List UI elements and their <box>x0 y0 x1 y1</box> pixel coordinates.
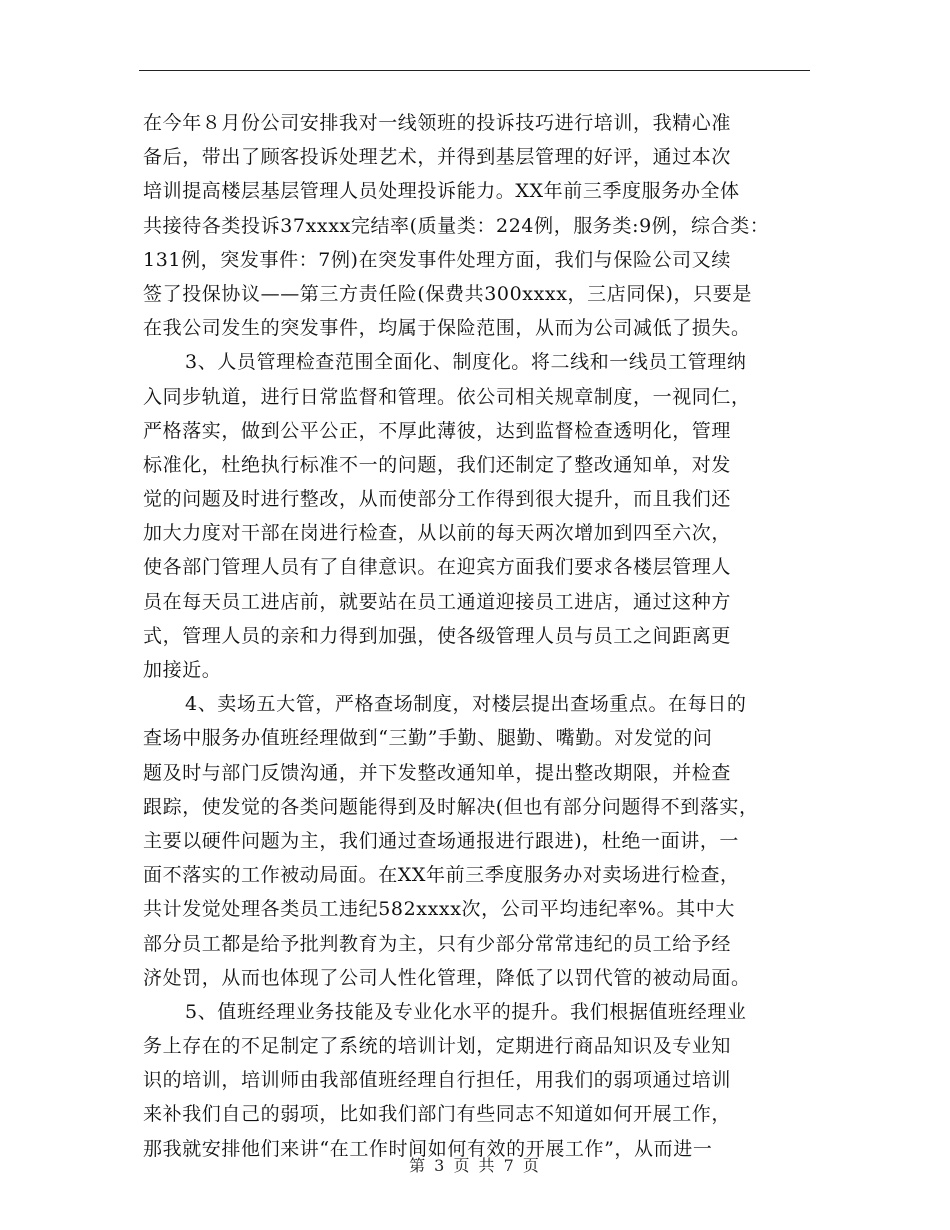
text-line: 来补我们自己的弱项，比如我们部门有些同志不知道如何开展工作， <box>143 1103 732 1126</box>
text-line: 济处罚，从而也体现了公司人性化管理，降低了以罚代管的被动局面。 <box>143 966 751 989</box>
text-line: 查场中服务办值班经理做到“三勤”手勤、腿勤、嘴勤。对发觉的问 <box>143 727 713 750</box>
text-line: 主要以硬件问题为主，我们通过查场通报进行跟进)，杜绝一面讲，一 <box>143 829 740 852</box>
text-line: 部分员工都是给予批判教育为主，只有少部分常常违纪的员工给予经 <box>143 932 732 955</box>
text-line: 务上存在的不足制定了系统的培训计划，定期进行商品知识及专业知 <box>143 1035 732 1058</box>
text-line: 在今年８月份公司安排我对一线领班的投诉技巧进行培训，我精心准 <box>143 112 732 134</box>
text-line: 员在每天员工进店前，就要站在员工通道迎接员工进店，通过这种方 <box>143 590 732 613</box>
text-line: 跟踪，使发觉的各类问题能得到及时解决(但也有部分问题得不到落实， <box>143 795 759 818</box>
paragraph-first-line: 3、人员管理检查范围全面化、制度化。将二线和一线员工管理纳 <box>185 351 747 374</box>
text-line: 131例，突发事件：7例)在突发事件处理方面，我们与保险公司又续 <box>143 248 731 271</box>
paragraph-first-line: 4、卖场五大管，严格查场制度，对楼层提出查场重点。在每日的 <box>185 693 747 716</box>
text-line: 式，管理人员的亲和力得到加强，使各级管理人员与员工之间距离更 <box>143 624 732 647</box>
text-line: 标准化，杜绝执行标准不一的问题，我们还制定了整改通知单，对发 <box>143 453 732 476</box>
text-line: 那我就安排他们来讲“在工作时间如何有效的开展工作”，从而进一 <box>143 1137 713 1160</box>
text-line: 加大力度对干部在岗进行检查，从以前的每天两次增加到四至六次， <box>143 522 732 545</box>
page-number-footer: 第 3 页 共 7 页 <box>409 1156 541 1175</box>
document-body <box>143 106 813 1166</box>
text-line: 严格落实，做到公平公正，不厚此薄彼，达到监督检查透明化，管理 <box>143 419 732 442</box>
text-line: 加接近。 <box>143 659 222 681</box>
text-line: 在我公司发生的突发事件，均属于保险范围，从而为公司减低了损失。 <box>143 317 751 340</box>
text-line: 觉的问题及时进行整改，从而使部分工作得到很大提升，而且我们还 <box>143 488 732 511</box>
text-line: 使各部门管理人员有了自律意识。在迎宾方面我们要求各楼层管理人 <box>143 556 732 579</box>
text-line: 共接待各类投诉37xxxx完结率(质量类：224例，服务类:9例，综合类： <box>143 214 770 237</box>
text-line: 共计发觉处理各类员工违纪582xxxx次，公司平均违纪率%。其中大 <box>143 898 735 921</box>
text-line: 签了投保协议——第三方责任险(保费共300xxxx，三店同保)，只要是 <box>143 282 752 305</box>
text-line: 入同步轨道，进行日常监督和管理。依公司相关规章制度，一视同仁， <box>143 385 751 408</box>
text-line: 面不落实的工作被动局面。在XX年前三季度服务办对卖场进行检查， <box>143 864 740 887</box>
text-line: 培训提高楼层基层管理人员处理投诉能力。XX年前三季度服务办全体 <box>143 180 740 203</box>
header-rule <box>139 70 810 71</box>
text-line: 备后，带出了顾客投诉处理艺术，并得到基层管理的好评，通过本次 <box>143 146 732 169</box>
text-line: 识的培训，培训师由我部值班经理自行担任，用我们的弱项通过培训 <box>143 1069 732 1092</box>
text-line: 题及时与部门反馈沟通，并下发整改通知单，提出整改期限，并检查 <box>143 761 732 784</box>
paragraph-first-line: 5、值班经理业务技能及专业化水平的提升。我们根据值班经理业 <box>185 1000 747 1023</box>
